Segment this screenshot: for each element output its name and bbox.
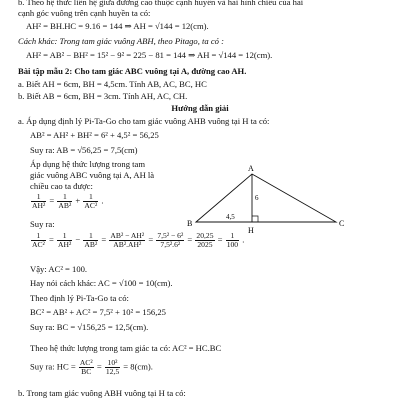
equation-line: BC² = AB² + AC² = 7,5² + 10² = 156,25 <box>30 307 166 317</box>
equation-line: AH² = BH.HC = 9.16 = 144 ⇒ AH = √144 = 12(cm). <box>26 21 209 31</box>
denominator: 100 <box>226 240 239 249</box>
numerator: 1 <box>57 232 72 241</box>
denominator: 2025 <box>197 240 213 249</box>
denominator: 7,5².6² <box>160 240 181 249</box>
text-line: Cách khác: Trong tam giác vuông ABH, theo Pitago, ta có : <box>18 36 224 46</box>
numerator: 20,25 <box>196 231 214 240</box>
numerator: 7,5² − 6² <box>157 231 184 240</box>
right-angle-mark <box>252 216 258 222</box>
equation-line: Suy ra: AB = √56,25 = 7,5(cm) <box>30 145 138 155</box>
hc-equation <box>30 359 153 376</box>
text-line: b. Trong tam giác vuông ABH vuông tại H ta có: <box>18 388 186 398</box>
operator: − <box>75 234 81 245</box>
denominator: AB² <box>84 240 98 249</box>
equation-line: Hay nói cách khác: AC = √100 = 10(cm). <box>30 278 173 288</box>
denominator: AC² <box>32 240 45 249</box>
exercise-heading: Bài tập mẫu 2: Cho tam giác ABC vuông tại A, đường cao AH. <box>18 66 247 76</box>
numerator: 1 <box>57 193 72 202</box>
operator: = <box>217 234 223 245</box>
numerator: 1 <box>31 193 46 202</box>
numerator: 1 <box>83 232 98 241</box>
text-line: chiều cao ta được: <box>30 181 93 191</box>
equation-line: AH² = AB² − BH² = 15² − 9² = 225 − 81 = 144 ⇒ AH = √144 = 12(cm). <box>26 50 273 60</box>
numerator: AC² <box>79 358 93 367</box>
question-a: a. Biết AH = 6cm, BH = 4,5cm. Tính AB, AC, BC, HC <box>18 79 207 89</box>
label-b: B <box>187 219 193 228</box>
question-b: b. Biết AB = 6cm, BH = 3cm. Tính AH, AC, CH. <box>18 91 188 101</box>
operator: = <box>187 234 193 245</box>
numerator: 1 <box>83 193 98 202</box>
numerator: AB² − AH² <box>110 231 145 240</box>
label-bh-length: 4,5 <box>226 213 235 221</box>
period: . <box>242 234 245 245</box>
operator: = <box>96 361 102 372</box>
label-a: A <box>248 164 254 173</box>
label-c: C <box>339 219 345 228</box>
numerator: 1 <box>31 232 46 241</box>
text-line: Theo hệ thức lượng trong tam giác ta có: AC² = HC.BC <box>30 343 222 353</box>
text-line: Suy ra: <box>30 219 55 229</box>
denominator: AC² <box>84 201 98 210</box>
operator: = <box>48 234 54 245</box>
operator: = <box>148 234 154 245</box>
operator: = <box>101 234 107 245</box>
label-ah-length: 6 <box>255 194 259 202</box>
text-line: a. Áp dụng định lý Pi-Ta-Go cho tam giác vuông AHB vuông tại H ta có: <box>18 116 270 126</box>
denominator: AB².AH² <box>113 240 142 249</box>
operator: = <box>49 195 55 206</box>
text-line: b. Theo hệ thức liên hệ giữa đường cao thuộc cạnh huyền và hai hình chiếu của hai <box>18 0 304 7</box>
equation-suffix: = 8(cm). <box>123 361 153 372</box>
reciprocal-relation-equation <box>30 193 104 210</box>
numerator: 1 <box>226 232 239 241</box>
equation-line: Suy ra: BC = √156,25 = 12,5(cm). <box>30 322 149 332</box>
denominator: AH² <box>58 240 72 249</box>
denominator: BC <box>81 367 92 376</box>
text-line: Theo định lý Pi-Ta-Go ta có: <box>30 293 129 303</box>
denominator: AH² <box>32 201 46 210</box>
label-h: H <box>248 226 254 235</box>
text-line: Áp dụng hệ thức lượng trong tam <box>30 159 146 169</box>
solution-heading: Hướng dẫn giải <box>171 103 229 113</box>
equation-line: AB² = AH² + BH² = 6² + 4,5² = 56,25 <box>30 130 159 140</box>
period: . <box>101 195 104 206</box>
denominator: AB² <box>58 201 72 210</box>
operator: + <box>75 195 81 206</box>
right-triangle-figure <box>178 160 358 250</box>
text-line: giác vuông ABC vuông tại A, AH là <box>30 170 155 180</box>
denominator: 12,5 <box>105 367 120 376</box>
triangle-abc <box>196 174 336 222</box>
equation-prefix: Suy ra: HC = <box>30 361 76 372</box>
numerator: 10² <box>105 359 120 368</box>
equation-line: Vậy: AC² = 100. <box>30 264 88 274</box>
text-line: cạnh góc vuông trên cạnh huyền ta có: <box>18 8 151 18</box>
